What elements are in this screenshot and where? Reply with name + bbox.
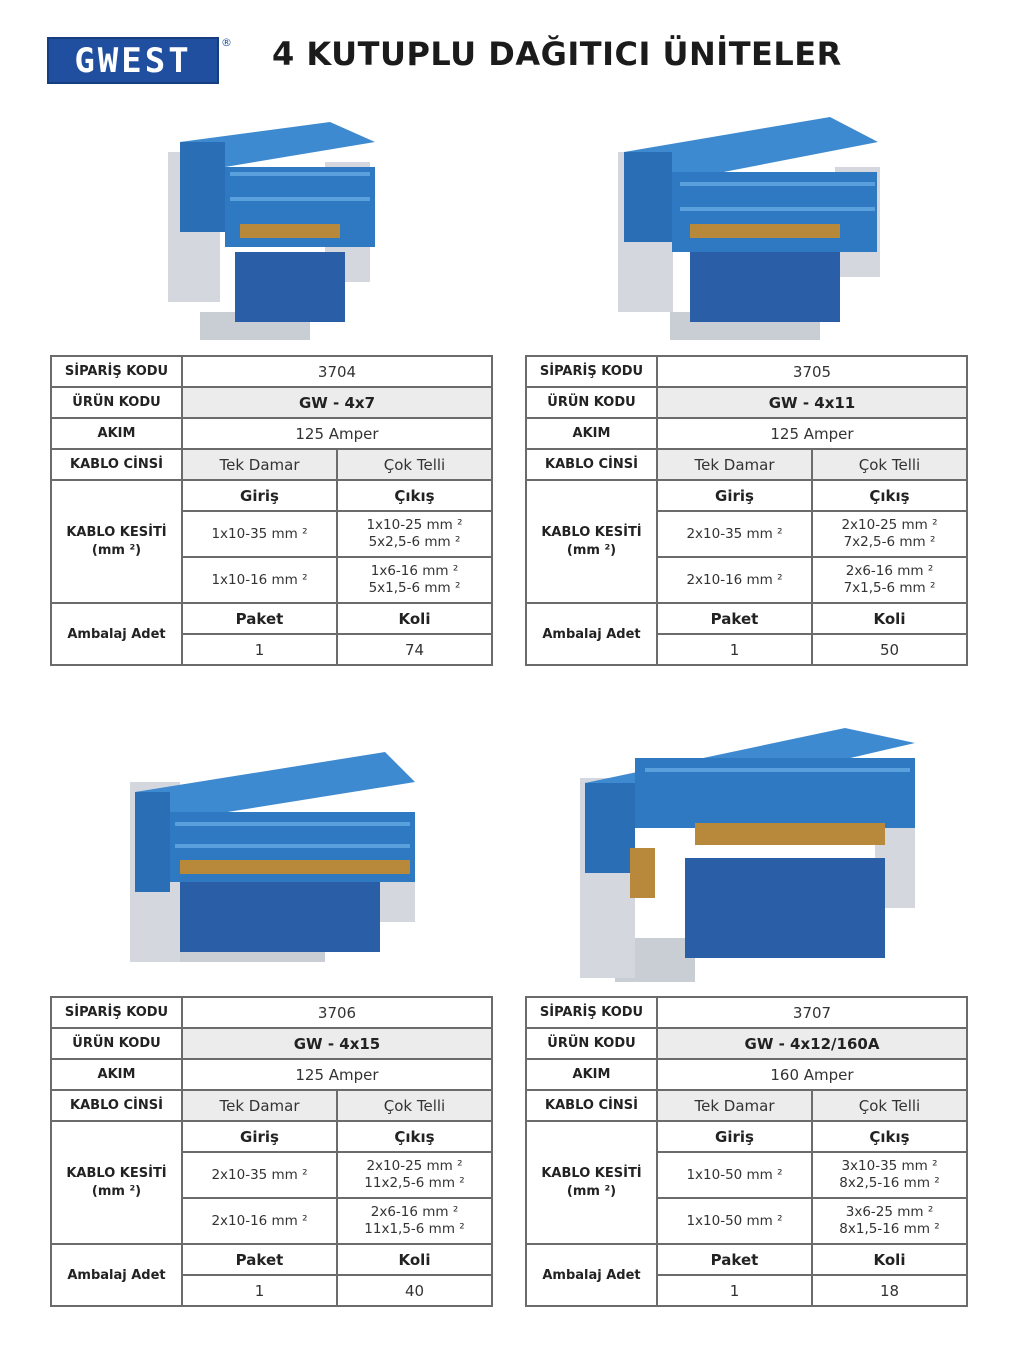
product-image-3706 xyxy=(125,752,420,970)
cok-telli-header: Çok Telli xyxy=(812,1090,967,1121)
ambalaj-adet-label: Ambalaj Adet xyxy=(51,1244,182,1306)
kablo-kesiti-label xyxy=(526,480,657,603)
brand-logo-text: GWEST xyxy=(74,40,192,81)
row1-cikis-a: 1x10-25 mm ² xyxy=(366,517,463,533)
spec-table-3704 xyxy=(50,355,493,666)
siparis-kodu-value: 3705 xyxy=(657,356,967,387)
paket-value: 1 xyxy=(657,634,812,665)
row2-giris: 2x10-16 mm ² xyxy=(657,557,812,603)
kablo-kesiti-line2: (mm ²) xyxy=(566,1183,617,1199)
product-image-3705 xyxy=(610,112,885,344)
spec-table-3707 xyxy=(525,996,968,1307)
ambalaj-adet-label: Ambalaj Adet xyxy=(526,603,657,665)
row1-cikis xyxy=(337,511,492,557)
akim-value: 125 Amper xyxy=(657,418,967,449)
kablo-cinsi-label: KABLO CİNSİ xyxy=(51,449,182,480)
kablo-kesiti-line1: KABLO KESİTİ xyxy=(541,524,642,540)
row2-giris: 1x10-50 mm ² xyxy=(657,1198,812,1244)
page-title: 4 KUTUPLU DAĞITICI ÜNİTELER xyxy=(272,35,842,73)
paket-header: Paket xyxy=(182,1244,337,1275)
akim-value: 125 Amper xyxy=(182,1059,492,1090)
paket-header: Paket xyxy=(657,1244,812,1275)
urun-kodu-label: ÜRÜN KODU xyxy=(51,1028,182,1059)
row2-cikis xyxy=(812,1198,967,1244)
row1-cikis xyxy=(337,1152,492,1198)
giris-header: Giriş xyxy=(182,480,337,511)
koli-value: 40 xyxy=(337,1275,492,1306)
paket-header: Paket xyxy=(657,603,812,634)
tek-damar-header: Tek Damar xyxy=(657,449,812,480)
kablo-kesiti-line2: (mm ²) xyxy=(91,542,142,558)
cikis-header: Çıkış xyxy=(337,1121,492,1152)
row1-cikis-a: 3x10-35 mm ² xyxy=(841,1158,938,1174)
paket-header: Paket xyxy=(182,603,337,634)
registered-mark: ® xyxy=(221,36,232,49)
akim-value: 125 Amper xyxy=(182,418,492,449)
row1-giris: 1x10-50 mm ² xyxy=(657,1152,812,1198)
kablo-kesiti-label xyxy=(526,1121,657,1244)
koli-value: 50 xyxy=(812,634,967,665)
kablo-kesiti-label xyxy=(51,480,182,603)
cikis-header: Çıkış xyxy=(337,480,492,511)
akim-label: AKIM xyxy=(51,1059,182,1090)
row1-giris: 2x10-35 mm ² xyxy=(657,511,812,557)
row1-cikis-b: 8x2,5-16 mm ² xyxy=(839,1175,940,1191)
urun-kodu-label: ÜRÜN KODU xyxy=(526,387,657,418)
siparis-kodu-label: SİPARİŞ KODU xyxy=(51,356,182,387)
kablo-kesiti-line2: (mm ²) xyxy=(91,1183,142,1199)
row2-cikis xyxy=(812,557,967,603)
tek-damar-header: Tek Damar xyxy=(657,1090,812,1121)
siparis-kodu-label: SİPARİŞ KODU xyxy=(526,997,657,1028)
akim-value: 160 Amper xyxy=(657,1059,967,1090)
akim-label: AKIM xyxy=(526,1059,657,1090)
distribution-block-icon xyxy=(125,752,420,970)
cok-telli-header: Çok Telli xyxy=(337,449,492,480)
row1-giris: 2x10-35 mm ² xyxy=(182,1152,337,1198)
giris-header: Giriş xyxy=(657,1121,812,1152)
kablo-cinsi-label: KABLO CİNSİ xyxy=(526,1090,657,1121)
akim-label: AKIM xyxy=(526,418,657,449)
kablo-kesiti-line2: (mm ²) xyxy=(566,542,617,558)
distribution-block-icon xyxy=(160,112,380,344)
row1-cikis-a: 2x10-25 mm ² xyxy=(841,517,938,533)
urun-kodu-value: GW - 4x15 xyxy=(182,1028,492,1059)
siparis-kodu-value: 3706 xyxy=(182,997,492,1028)
row1-cikis-b: 11x2,5-6 mm ² xyxy=(364,1175,465,1191)
cok-telli-header: Çok Telli xyxy=(337,1090,492,1121)
urun-kodu-value: GW - 4x11 xyxy=(657,387,967,418)
giris-header: Giriş xyxy=(182,1121,337,1152)
ambalaj-adet-label: Ambalaj Adet xyxy=(51,603,182,665)
urun-kodu-value: GW - 4x7 xyxy=(182,387,492,418)
row1-cikis xyxy=(812,511,967,557)
kablo-kesiti-line1: KABLO KESİTİ xyxy=(66,1165,167,1181)
koli-value: 74 xyxy=(337,634,492,665)
row2-cikis-a: 2x6-16 mm ² xyxy=(845,563,934,579)
cikis-header: Çıkış xyxy=(812,480,967,511)
product-image-3704 xyxy=(160,112,380,344)
cok-telli-header: Çok Telli xyxy=(812,449,967,480)
cikis-header: Çıkış xyxy=(812,1121,967,1152)
product-image-3707 xyxy=(575,728,920,986)
siparis-kodu-label: SİPARİŞ KODU xyxy=(51,997,182,1028)
row1-cikis-b: 7x2,5-6 mm ² xyxy=(843,534,936,550)
urun-kodu-label: ÜRÜN KODU xyxy=(526,1028,657,1059)
kablo-cinsi-label: KABLO CİNSİ xyxy=(51,1090,182,1121)
row2-cikis-a: 1x6-16 mm ² xyxy=(370,563,459,579)
koli-value: 18 xyxy=(812,1275,967,1306)
paket-value: 1 xyxy=(182,1275,337,1306)
paket-value: 1 xyxy=(657,1275,812,1306)
kablo-kesiti-line1: KABLO KESİTİ xyxy=(541,1165,642,1181)
siparis-kodu-label: SİPARİŞ KODU xyxy=(526,356,657,387)
tek-damar-header: Tek Damar xyxy=(182,449,337,480)
row1-cikis-a: 2x10-25 mm ² xyxy=(366,1158,463,1174)
kablo-kesiti-line1: KABLO KESİTİ xyxy=(66,524,167,540)
koli-header: Koli xyxy=(812,1244,967,1275)
row2-cikis-b: 8x1,5-16 mm ² xyxy=(839,1221,940,1237)
kablo-cinsi-label: KABLO CİNSİ xyxy=(526,449,657,480)
row2-cikis xyxy=(337,557,492,603)
koli-header: Koli xyxy=(812,603,967,634)
row1-cikis xyxy=(812,1152,967,1198)
siparis-kodu-value: 3704 xyxy=(182,356,492,387)
brand-logo xyxy=(47,37,219,84)
row1-cikis-b: 5x2,5-6 mm ² xyxy=(368,534,461,550)
urun-kodu-value: GW - 4x12/160A xyxy=(657,1028,967,1059)
distribution-block-icon xyxy=(610,112,885,344)
row2-cikis-a: 2x6-16 mm ² xyxy=(370,1204,459,1220)
siparis-kodu-value: 3707 xyxy=(657,997,967,1028)
urun-kodu-label: ÜRÜN KODU xyxy=(51,387,182,418)
row2-cikis-a: 3x6-25 mm ² xyxy=(845,1204,934,1220)
tek-damar-header: Tek Damar xyxy=(182,1090,337,1121)
giris-header: Giriş xyxy=(657,480,812,511)
koli-header: Koli xyxy=(337,1244,492,1275)
row2-cikis xyxy=(337,1198,492,1244)
row2-giris: 2x10-16 mm ² xyxy=(182,1198,337,1244)
kablo-kesiti-label xyxy=(51,1121,182,1244)
row2-cikis-b: 7x1,5-6 mm ² xyxy=(843,580,936,596)
koli-header: Koli xyxy=(337,603,492,634)
paket-value: 1 xyxy=(182,634,337,665)
akim-label: AKIM xyxy=(51,418,182,449)
row2-cikis-b: 11x1,5-6 mm ² xyxy=(364,1221,465,1237)
row2-giris: 1x10-16 mm ² xyxy=(182,557,337,603)
spec-table-3706 xyxy=(50,996,493,1307)
row2-cikis-b: 5x1,5-6 mm ² xyxy=(368,580,461,596)
ambalaj-adet-label: Ambalaj Adet xyxy=(526,1244,657,1306)
row1-giris: 1x10-35 mm ² xyxy=(182,511,337,557)
distribution-block-icon xyxy=(575,728,920,986)
spec-table-3705 xyxy=(525,355,968,666)
